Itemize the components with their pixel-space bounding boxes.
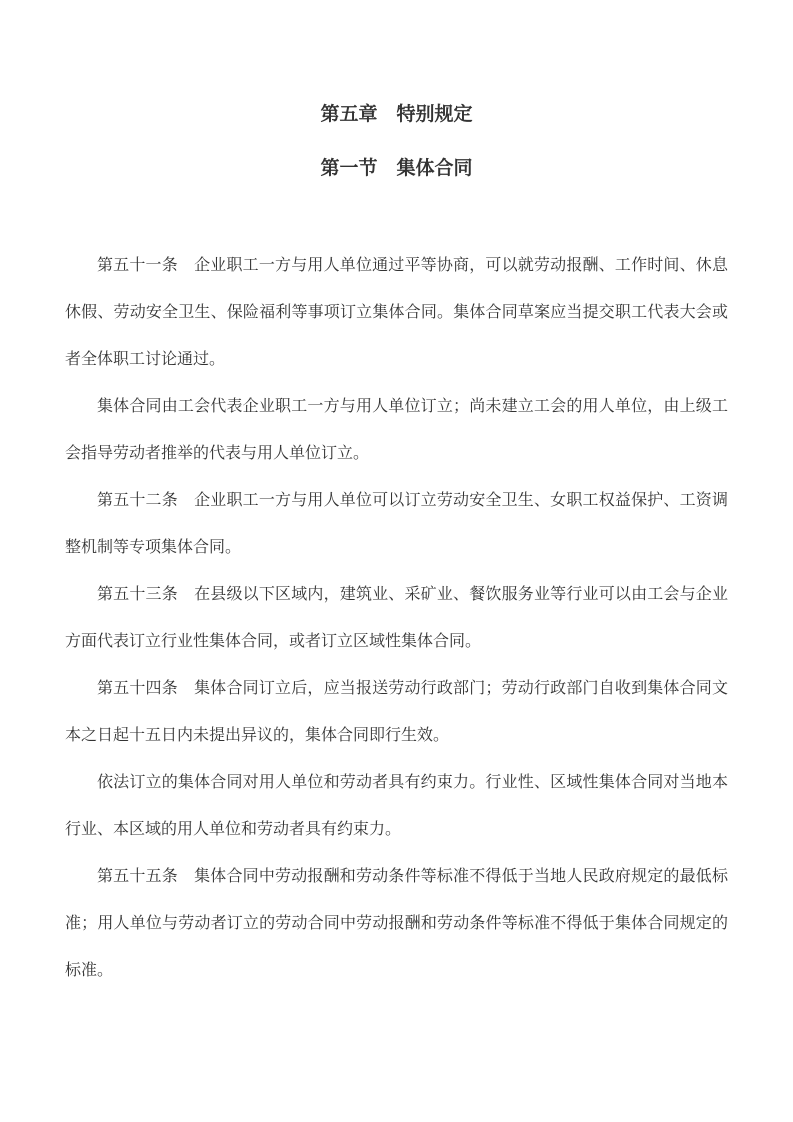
law-article-paragraph: 依法订立的集体合同对用人单位和劳动者具有约束力。行业性、区域性集体合同对当地本行业、本区域的用人单位和劳动者具有约束力。 <box>65 774 728 838</box>
law-article-paragraph: 第五十三条 在县级以下区域内，建筑业、采矿业、餐饮服务业等行业可以由工会与企业方面代表订立行业性集体合同，或者订立区域性集体合同。 <box>65 586 728 650</box>
law-article-paragraph: 第五十五条 集体合同中劳动报酬和劳动条件等标准不得低于当地人民政府规定的最低标准；用人单位与劳动者订立的劳动合同中劳动报酬和劳动条件等标准不得低于集体合同规定的标准。 <box>65 868 728 979</box>
law-article-paragraph: 集体合同由工会代表企业职工一方与用人单位订立；尚未建立工会的用人单位，由上级工会指导劳动者推举的代表与用人单位订立。 <box>65 398 728 462</box>
document-body <box>65 242 728 994</box>
law-article-paragraph: 第五十四条 集体合同订立后，应当报送劳动行政部门；劳动行政部门自收到集体合同文本之日起十五日内未提出异议的，集体合同即行生效。 <box>65 680 728 744</box>
law-article-paragraph: 第五十二条 企业职工一方与用人单位可以订立劳动安全卫生、女职工权益保护、工资调整机制等专项集体合同。 <box>65 492 728 556</box>
law-article-paragraph: 第五十一条 企业职工一方与用人单位通过平等协商，可以就劳动报酬、工作时间、休息休假、劳动安全卫生、保险福利等事项订立集体合同。集体合同草案应当提交职工代表大会或者全体职工讨论通过。 <box>65 257 728 368</box>
section-heading: 第一节 集体合同 <box>320 158 473 179</box>
chapter-heading: 第五章 特别规定 <box>320 104 473 125</box>
